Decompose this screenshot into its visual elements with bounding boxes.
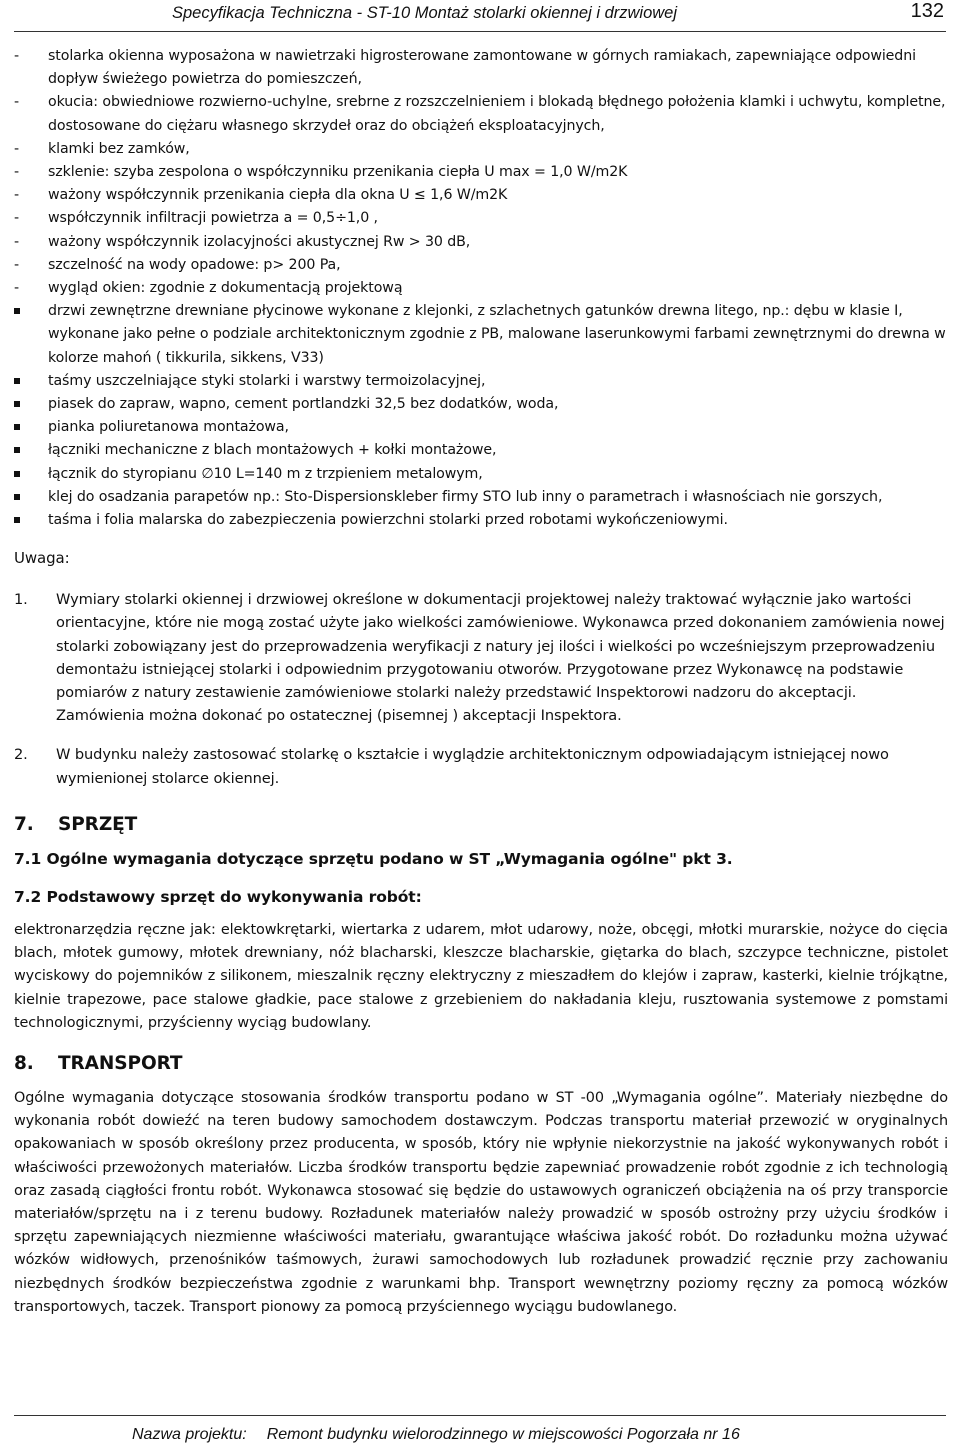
numbered-list-item	[14, 743, 948, 789]
item-number: 2.	[14, 746, 28, 764]
project-name: Remont budynku wielorodzinnego w miejscowości Pogorzała nr 16	[266, 1426, 740, 1443]
square-bullet-icon	[14, 308, 20, 314]
dash-marker: -	[14, 94, 20, 111]
dash-list-item: - ważony współczynnik przenikania ciepła dla okna U ≤ 1,6 W/m2K	[14, 184, 948, 207]
bullet-list-item: łącznik do styropianu ∅10 L=140 m z trzpieniem metalowym,	[14, 463, 948, 486]
bullet-list-item: taśmy uszczelniające styki stolarki i warstwy termoizolacyjnej,	[14, 370, 948, 393]
dash-list-item: - klamki bez zamków,	[14, 138, 948, 161]
square-bullet-icon	[14, 471, 20, 477]
square-bullet-icon	[14, 494, 20, 500]
section-8-heading: 8. TRANSPORT	[14, 1052, 183, 1074]
dash-marker: -	[14, 187, 20, 204]
dash-list-item: - okucia: obwiedniowe rozwierno-uchylne, srebrne z rozszczelnieniem i blokadą błędnego położenia klamki i uchwytu, kompletne, dostosowane do ciężaru własnego skrzydeł oraz do obciążeń eksploatacyjnych,	[14, 91, 948, 137]
section-7-paragraph: elektronarzędzia ręczne jak: elektowkrętarki, wiertarka z udarem, młot udarowy, noże, obcęgi, młotki murarskie, nożyce do cięcia blach, młotek gumowy, młotek drewniany, nóż blacharski, kleszcze blacharskie, giętarka do blach, szczypce techniczne, pistolet wyciskowy do pojemników z silikonem, mieszalnik ręczny elektryczny z mieszadłem do klejów i zapraw, kasterki, kielnie trójkątne, kielnie trapezowe, pace stalowe gładkie, pace stalowe z grzebieniem do nakładania kleju, rusztowania systemowe z pomstami technologicznymi, przyścienny wyciąg budowlany.	[14, 921, 948, 1031]
item-text: W budynku należy zastosować stolarkę o kształcie i wyglądzie architektonicznym odpowiadającym istniejącej nowo wymienionej stolarce okiennej.	[56, 746, 889, 787]
bullet-list-item: łączniki mechaniczne z blach montażowych + kołki montażowe,	[14, 439, 948, 462]
bullet-list-item: drzwi zewnętrzne drewniane płycinowe wykonane z klejonki, z szlachetnych gatunków drewna litego, np.: dębu w klasie I, wykonane jako pełne o podziale architektonicznym zgodnie z PB, malowane laserunkowymi farbami zewnętrznymi do drewna w kolorze mahoń ( tikkurila, sikkens, V33)	[14, 300, 948, 370]
footer-label: Nazwa projektu:	[132, 1426, 247, 1443]
square-bullet-icon	[14, 517, 20, 523]
footer-text	[132, 1426, 740, 1444]
document-body	[14, 45, 948, 1319]
square-bullet-icon	[14, 447, 20, 453]
dash-marker: -	[14, 140, 20, 157]
page-number: 132	[910, 0, 944, 22]
section-7-heading: 7. SPRZĘT	[14, 813, 138, 835]
dash-marker: -	[14, 164, 20, 181]
dash-list-item: - wygląd okien: zgodnie z dokumentacją projektową	[14, 277, 948, 300]
dash-marker: -	[14, 210, 20, 227]
square-bullet-icon	[14, 378, 20, 384]
item-number: 1.	[14, 591, 28, 609]
square-bullet-icon	[14, 424, 20, 430]
bullet-list-item: taśma i folia malarska do zabezpieczenia powierzchni stolarki przed robotami wykończeniowymi.	[14, 509, 948, 532]
note-label: Uwaga:	[14, 549, 70, 568]
section-7-2-heading: 7.2 Podstawowy sprzęt do wykonywania robót:	[14, 887, 422, 906]
dash-list	[14, 45, 948, 300]
numbered-list	[14, 588, 948, 790]
page-footer	[14, 1415, 946, 1443]
item-text: Wymiary stolarki okiennej i drzwiowej określone w dokumentacji projektowej należy traktować wyłącznie jako wartości orientacyjne, które nie mogą zostać użyte jako wielkości zamówieniowe. Wykonawca przed dokonaniem zamówienia nowej stolarki zobowiązany jest do przeprowadzenia weryfikacji z natury jej ilości i wielkości po wcześniejszym przeprowadzeniu demontażu istniejącej stolarki i odpowiednim przygotowaniu otworów. Przygotowane przez Wykonawcę na podstawie pomiarów z natury zestawienie zamówieniowe stolarki należy przedstawić Inspektorowi nadzoru do akceptacji. Zamówienia można dokonać po ostatecznej (pisemnej ) akceptacji Inspektora.	[56, 591, 945, 725]
numbered-list-item	[14, 588, 948, 727]
bullet-list-item: pianka poliuretanowa montażowa,	[14, 416, 948, 439]
dash-list-item: - ważony współczynnik izolacyjności akustycznej Rw > 30 dB,	[14, 231, 948, 254]
dash-list-item: - szczelność na wody opadowe: p> 200 Pa,	[14, 254, 948, 277]
page-header	[14, 0, 946, 32]
bullet-list-item: piasek do zapraw, wapno, cement portlandzki 32,5 bez dodatków, woda,	[14, 393, 948, 416]
square-bullet-icon	[14, 401, 20, 407]
dash-marker: -	[14, 48, 20, 64]
header-title: Specyfikacja Techniczna - ST-10 Montaż stolarki okiennej i drzwiowej	[172, 4, 678, 22]
dash-list-item: - stolarka okienna wyposażona w nawietrzaki higrosterowane zamontowane w górnych ramiakach, zapewniające odpowiedni dopływ świeżego powietrza do pomieszczeń,	[14, 45, 948, 91]
dash-list-item: - szklenie: szyba zespolona o współczynniku przenikania ciepła U max = 1,0 W/m2K	[14, 161, 948, 184]
bullet-list	[14, 300, 948, 532]
dash-marker: -	[14, 256, 20, 273]
dash-list-item: - współczynnik infiltracji powietrza a = 0,5÷1,0 ,	[14, 207, 948, 230]
bullet-list-item: klej do osadzania parapetów np.: Sto-Dispersionskleber firmy STO lub inny o parametrach i własnościach nie gorszych,	[14, 486, 948, 509]
dash-marker: -	[14, 233, 20, 250]
section-8-paragraph: Ogólne wymagania dotyczące stosowania środków transportu podano w ST -00 „Wymagania ogólne”. Materiały niezbędne do wykonania robót dowieźć na teren budowy samochodem dostawczym. Podczas transportu materiał przewozić w oryginalnych opakowaniach w sposób określony przez producenta, w sposób, który nie wpłynie niekorzystnie na jakość wykonywanych robót i właściwości przewożonych materiałów. Liczba środków transportu będzie zapewniać prowadzenie robót zgodnie z ich technologią oraz zasadą ciągłości frontu robót. Wykonawca stosować się będzie do ustawowych ograniczeń obciążenia na oś przy transporcie materiałów/sprzętu na i z terenu budowy. Rozładunek materiałów należy prowadzić w sposób ostrożny przy użyciu środków i sprzętu zapewniających niezmienne właściwości materiału, gwarantujące właściwa jakość robót. Do rozładunku można używać wózków widłowych, przenośników taśmowych, żurawi samochodowych lub rozładunek prowadzić ręcznie przy zachowaniu niezbędnych środków bezpieczeństwa zgodnie z warunkami bhp. Transport wewnętrzny poziomy ręczny za pomocą wózków transportowych, taczek. Transport pionowy za pomocą przyściennego wyciągu budowlanego.	[14, 1089, 948, 1315]
section-7-1-heading: 7.1 Ogólne wymagania dotyczące sprzętu podano w ST „Wymagania ogólne" pkt 3.	[14, 849, 733, 868]
dash-marker: -	[14, 280, 20, 297]
